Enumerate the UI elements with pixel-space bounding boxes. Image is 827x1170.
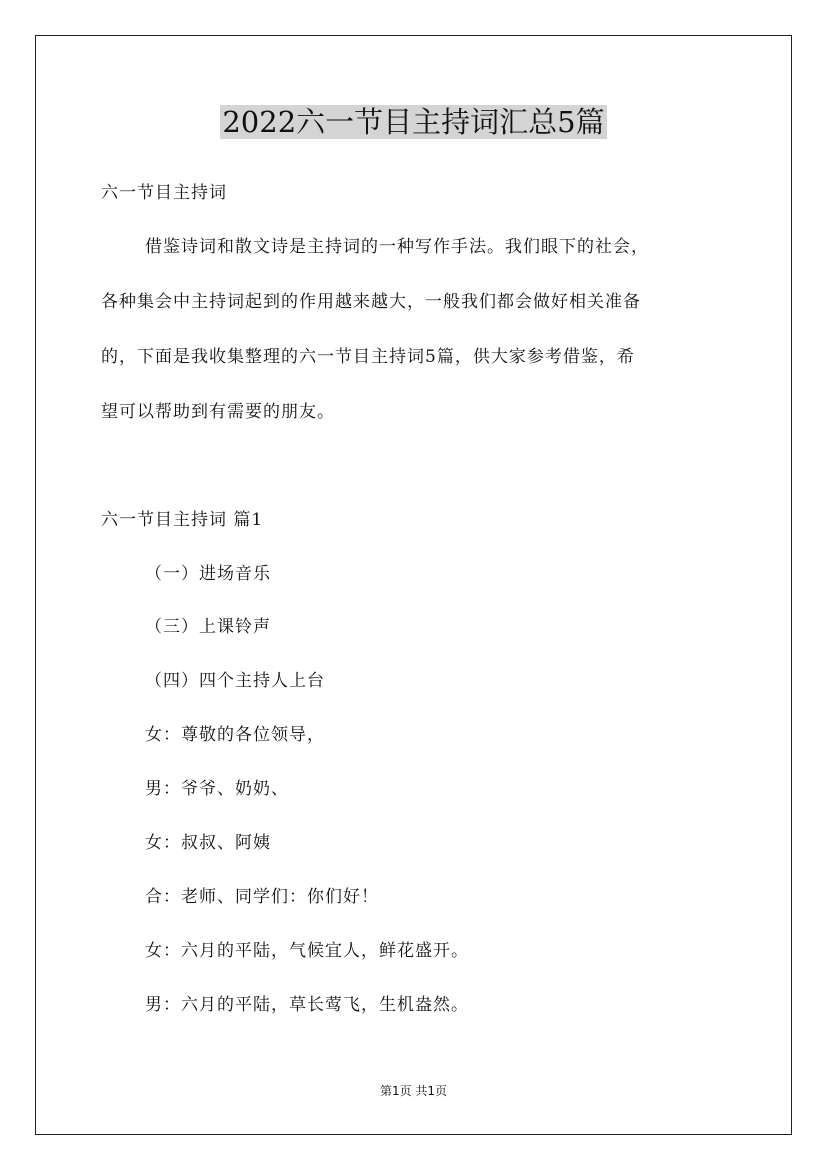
script-line: 女：六月的平陆，气候宜人，鲜花盛开。 xyxy=(145,941,469,961)
script-line: （一）进场音乐 xyxy=(145,564,271,584)
script-line: 女：叔叔、阿姨 xyxy=(145,833,271,853)
document-title xyxy=(0,100,827,144)
intro-paragraph-line: 各种集会中主持词起到的作用越来越大，一般我们都会做好相关准备 xyxy=(101,292,641,312)
document-title-text: 2022六一节目主持词汇总5篇 xyxy=(222,105,605,139)
intro-paragraph-line: 望可以帮助到有需要的朋友。 xyxy=(101,402,335,422)
script-line: （四）四个主持人上台 xyxy=(145,671,325,691)
script-line: （三）上课铃声 xyxy=(145,617,271,637)
intro-paragraph-line: 借鉴诗词和散文诗是主持词的一种写作手法。我们眼下的社会， xyxy=(145,237,649,257)
script-line: 男：爷爷、奶奶、 xyxy=(145,779,289,799)
section-heading: 六一节目主持词 篇1 xyxy=(101,510,264,530)
page-footer: 第1页 共1页 xyxy=(379,1084,448,1098)
script-line: 女：尊敬的各位领导， xyxy=(145,725,325,745)
intro-paragraph-line: 的，下面是我收集整理的六一节目主持词5篇，供大家参考借鉴，希 xyxy=(101,347,635,367)
script-line: 合：老师、同学们：你们好！ xyxy=(145,887,379,907)
intro-heading: 六一节目主持词 xyxy=(101,183,227,203)
script-line: 男：六月的平陆，草长莺飞，生机盎然。 xyxy=(145,995,469,1015)
